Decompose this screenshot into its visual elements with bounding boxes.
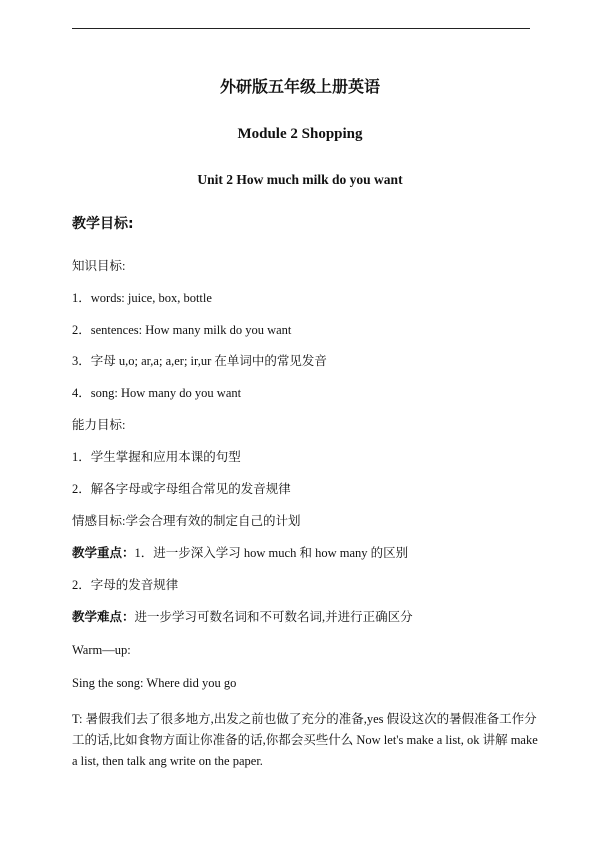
knowledge-label: 知识目标: — [72, 259, 126, 273]
knowledge-item: 3．字母 u,o; ar,a; a,er; ir,ur 在单词中的常见发音 — [72, 354, 327, 368]
module-title: Module 2 Shopping — [237, 126, 363, 142]
difficulty-text: 进一步学习可数名词和不可数名词,并进行正确区分 — [134, 610, 413, 624]
emotion-objective: 情感目标:学会合理有效的制定自己的计划 — [72, 514, 301, 528]
ability-item: 1．学生掌握和应用本课的句型 — [72, 450, 241, 464]
header-rule — [72, 28, 530, 29]
paragraph-line: 工的话,比如食物方面让你准备的话,你都会买些什么 Now let's make a list, ok 讲解 make — [72, 733, 538, 747]
ability-label: 能力目标: — [72, 418, 126, 432]
teacher-paragraph — [72, 709, 538, 772]
key-points-item: 2．字母的发音规律 — [72, 578, 179, 592]
ability-item: 2．解各字母或字母组合常见的发音规律 — [72, 482, 291, 496]
objectives-heading: 教学目标: — [72, 216, 134, 232]
document-title: 外研版五年级上册英语 — [219, 79, 380, 96]
difficulty-label: 教学难点： — [72, 610, 135, 624]
knowledge-item: 1．words: juice, box, bottle — [72, 291, 212, 305]
key-points-line — [72, 545, 408, 561]
paragraph-line: a list, then talk ang write on the paper. — [72, 754, 263, 768]
key-points-label: 教学重点： — [72, 546, 135, 560]
knowledge-item: 2．sentences: How many milk do you want — [72, 323, 292, 337]
unit-title: Unit 2 How much milk do you want — [197, 172, 403, 187]
knowledge-item: 4．song: How many do you want — [72, 386, 242, 400]
paragraph-line: T: 暑假我们去了很多地方,出发之前也做了充分的准备,yes 假设这次的暑假准备工作分 — [72, 712, 537, 726]
difficulty-line — [72, 609, 413, 625]
key-points-item: 1．进一步深入学习 how much 和 how many 的区别 — [134, 546, 409, 560]
warmup-label: Warm—up: — [72, 643, 131, 657]
warmup-song: Sing the song: Where did you go — [72, 676, 237, 690]
